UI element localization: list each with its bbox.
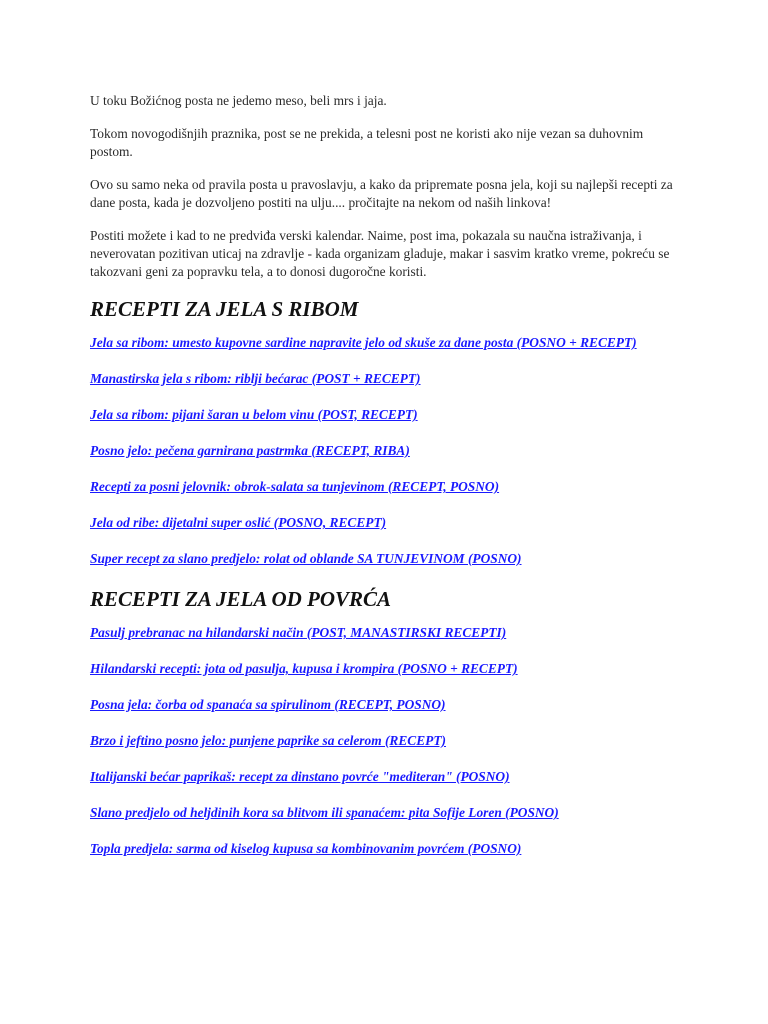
- veg-recipe-link-1[interactable]: Pasulj prebranac na hilandarski način (POST, MANASTIRSKI RECEPTI): [90, 625, 507, 640]
- veg-recipe-link-4[interactable]: Brzo i jeftino posno jelo: punjene paprike sa celerom (RECEPT): [90, 733, 446, 748]
- veg-recipe-link-3[interactable]: Posna jela: čorba od spanaća sa spirulinom (RECEPT, POSNO): [90, 697, 446, 712]
- intro-paragraph-1: U toku Božićnog posta ne jedemo meso, beli mrs i jaja.: [90, 93, 387, 108]
- veg-recipe-link-5[interactable]: Italijanski bećar paprikaš: recept za dinstano povrće "mediteran" (POSNO): [90, 769, 510, 784]
- fish-recipe-link-4[interactable]: Posno jelo: pečena garnirana pastrmka (RECEPT, RIBA): [90, 443, 410, 458]
- list-item: [90, 804, 680, 822]
- fish-recipe-link-1[interactable]: Jela sa ribom: umesto kupovne sardine napravite jelo od skuše za dane posta (POSNO + RECEPT): [90, 335, 637, 350]
- document-page: [90, 92, 680, 876]
- fish-recipe-list: [90, 334, 680, 568]
- list-item: [90, 732, 680, 750]
- list-item: [90, 624, 680, 642]
- intro-paragraph-2: Tokom novogodišnjih praznika, post se ne prekida, a telesni post ne koristi ako nije vezan sa duhovnim postom.: [90, 126, 644, 159]
- veg-recipe-link-2[interactable]: Hilandarski recepti: jota od pasulja, kupusa i krompira (POSNO + RECEPT): [90, 661, 518, 676]
- list-item: [90, 660, 680, 678]
- intro-paragraph-4: Postiti možete i kad to ne predviđa verski kalendar. Naime, post ima, pokazala su naučna istraživanja, i neverovatan pozitivan uticaj na zdravlje - kada organizam gladuje, makar i sasvim kratko vreme, pokreću se takozvani geni za popravku tela, a to donosi dugoročne koristi.: [90, 228, 670, 279]
- list-item: [90, 406, 680, 424]
- list-item: [90, 696, 680, 714]
- intro-paragraph-3: Ovo su samo neka od pravila posta u pravoslavju, a kako da pripremate posna jela, koji su najlepši recepti za dane posta, kada je dozvoljeno postiti na ulju.... pročitajte na nekom od naših linkova!: [90, 177, 673, 210]
- fish-recipe-link-6[interactable]: Jela od ribe: dijetalni super oslić (POSNO, RECEPT): [90, 515, 387, 530]
- veg-recipe-link-6[interactable]: Slano predjelo od heljdinih kora sa blitvom ili spanaćem: pita Sofije Loren (POSNO): [90, 805, 559, 820]
- list-item: [90, 840, 680, 858]
- list-item: [90, 768, 680, 786]
- section-heading-fish: RECEPTI ZA JELA S RIBOM: [90, 297, 359, 321]
- fish-recipe-link-3[interactable]: Jela sa ribom: pijani šaran u belom vinu (POST, RECEPT): [90, 407, 418, 422]
- list-item: [90, 550, 680, 568]
- veg-recipe-link-7[interactable]: Topla predjela: sarma od kiselog kupusa sa kombinovanim povrćem (POSNO): [90, 841, 522, 856]
- fish-recipe-link-7[interactable]: Super recept za slano predjelo: rolat od oblande SA TUNJEVINOM (POSNO): [90, 551, 522, 566]
- list-item: [90, 442, 680, 460]
- fish-recipe-link-2[interactable]: Manastirska jela s ribom: riblji bećarac (POST + RECEPT): [90, 371, 421, 386]
- list-item: [90, 478, 680, 496]
- list-item: [90, 334, 680, 352]
- list-item: [90, 514, 680, 532]
- fish-recipe-link-5[interactable]: Recepti za posni jelovnik: obrok-salata sa tunjevinom (RECEPT, POSNO): [90, 479, 500, 494]
- vegetable-recipe-list: [90, 624, 680, 858]
- section-heading-vegetables: RECEPTI ZA JELA OD POVRĆA: [90, 587, 392, 611]
- list-item: [90, 370, 680, 388]
